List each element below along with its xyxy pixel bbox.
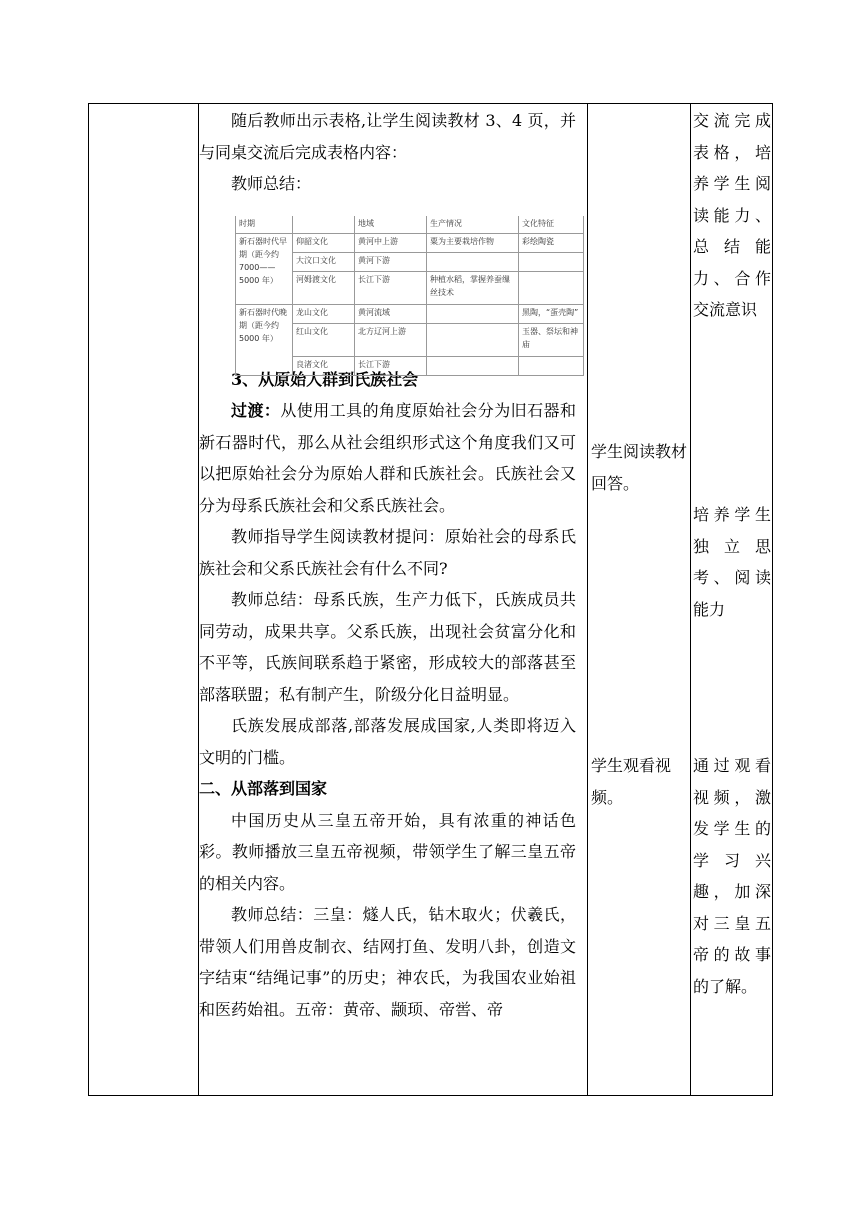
- table-header: [293, 216, 355, 234]
- table-cell: 大汶口文化: [293, 253, 355, 272]
- table-cell: [427, 253, 519, 272]
- lead-label: 过渡：: [231, 401, 281, 420]
- period-cell: 新石器时代早期（距今约 7000——5000 年）: [236, 234, 293, 305]
- design-intent: 培养学生独立思考、阅读能力: [693, 505, 771, 619]
- student-activity: 学生阅读教材回答。: [591, 442, 688, 493]
- paragraph-body: 从使用工具的角度原始社会分为旧石器和新石器时代，那么从社会组织形式这个角度我们又可以把原始社会分为原始人群和氏族社会。氏族社会又分为母系氏族社会和父系氏族社会。: [199, 401, 576, 515]
- table-cell: 彩绘陶瓷: [519, 234, 584, 253]
- table-cell: 玉器、祭坛和神庙: [519, 323, 584, 357]
- table-cell: 黄河下游: [355, 253, 427, 272]
- student-activity: 学生观看视频。: [591, 756, 672, 807]
- table-cell: 粟为主要栽培作物: [427, 234, 519, 253]
- section-heading: 二、从部落到国家: [199, 779, 328, 798]
- lesson-table: [88, 103, 773, 1096]
- table-cell: 黄河流域: [355, 305, 427, 324]
- paragraph: 中国历史从三皇五帝开始，具有浓重的神话色彩。教师播放三皇五帝视频，带领学生了解三皇五帝的相关内容。: [199, 810, 576, 893]
- table-cell: [519, 253, 584, 272]
- period-cell: 新石器时代晚期（距今约 5000 年）: [236, 305, 293, 376]
- paragraph: 教师总结：: [231, 174, 312, 193]
- table-cell: 良渚文化: [293, 357, 355, 376]
- paragraph: 教师总结：三皇：燧人氏，钻木取火；伏羲氏，带领人们用兽皮制衣、结网打鱼、发明八卦，创造文字结束“结绳记事”的历史；神农氏，为我国农业始祖和医药始祖。五帝：黄帝、颛顼、帝喾、帝: [199, 905, 576, 1019]
- table-header: 时期: [236, 216, 293, 234]
- table-cell: 长江下游: [355, 357, 427, 376]
- table-cell: 龙山文化: [293, 305, 355, 324]
- paragraph: 随后教师出示表格,让学生阅读教材 3、4 页，并与同桌交流后完成表格内容：: [199, 111, 576, 162]
- table-header: 生产情况: [427, 216, 519, 234]
- paragraph: 氏族发展成部落,部落发展成国家,人类即将迈入文明的门槛。: [199, 716, 576, 767]
- table-cell: 仰韶文化: [293, 234, 355, 253]
- table-cell: 黄河中上游: [355, 234, 427, 253]
- design-intent: 交流完成表格，培养学生阅读能力、总结能力、合作交流意识: [693, 111, 771, 319]
- table-cell: 黑陶，“蛋壳陶”: [519, 305, 584, 324]
- column-divider: [690, 104, 691, 1095]
- paragraph: [199, 395, 576, 521]
- paragraph: 教师指导学生阅读教材提问：原始社会的母系氏族社会和父系氏族社会有什么不同?: [199, 527, 576, 578]
- table-cell: 河姆渡文化: [293, 271, 355, 305]
- table-cell: [427, 357, 519, 376]
- table-cell: 北方辽河上游: [355, 323, 427, 357]
- table-cell: 长江下游: [355, 271, 427, 305]
- table-header: 文化特征: [519, 216, 584, 234]
- table-cell: 种植水稻，掌握养蚕缫丝技术: [427, 271, 519, 305]
- table-cell: 红山文化: [293, 323, 355, 357]
- table-cell: [519, 271, 584, 305]
- section-heading: 3、从原始人群到氏族社会: [231, 369, 419, 389]
- design-intent: 通过观看视频，激发学生的学习兴趣，加深对三皇五帝的故事的了解。: [693, 756, 771, 996]
- paragraph: 教师总结：母系氏族，生产力低下，氏族成员共同劳动，成果共享。父系氏族，出现社会贫富分化和不平等，氏族间联系趋于紧密，形成较大的部落甚至部落联盟；私有制产生，阶级分化日益明显。: [199, 590, 576, 704]
- table-header: 地域: [355, 216, 427, 234]
- table-cell: [427, 305, 519, 324]
- table-cell: [427, 323, 519, 357]
- table-cell: [519, 357, 584, 376]
- culture-table-image: [235, 216, 584, 376]
- column-divider: [587, 104, 588, 1095]
